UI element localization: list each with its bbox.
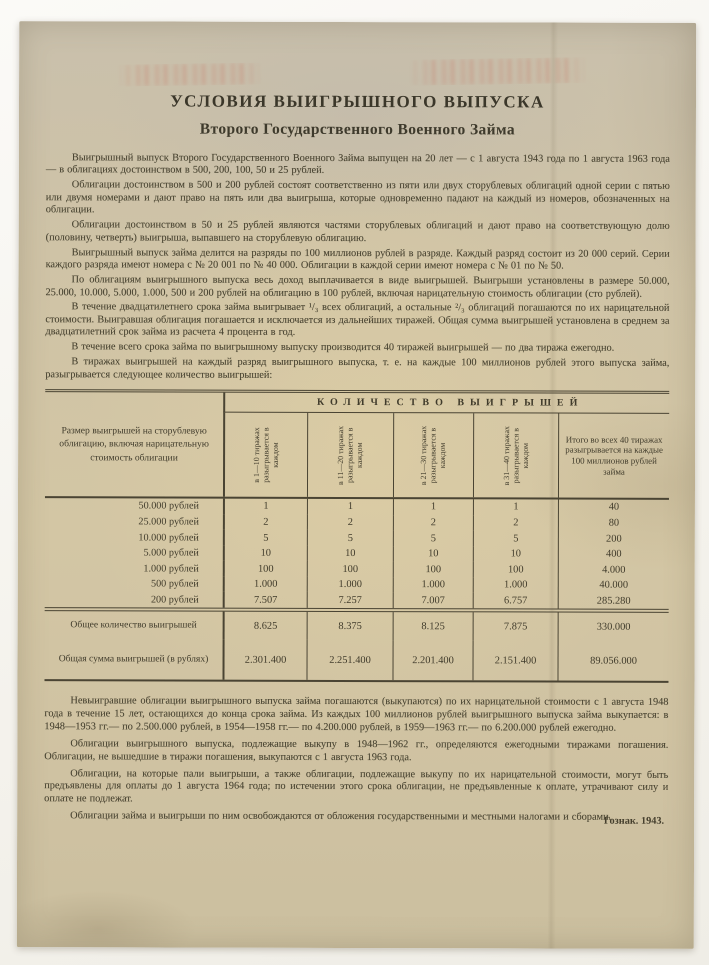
cell: 5 bbox=[393, 530, 473, 546]
cell: 2 bbox=[307, 515, 393, 531]
cell: 10 bbox=[473, 546, 558, 562]
paragraph: Облигации займа и выигрыши по ним освобождаются от обложения государственными и местными налогами и сборами. bbox=[70, 810, 612, 823]
paragraph: В течение всего срока займа по выигрышному выпуску производится 40 тиражей выигрышей — по два тиража ежегодно. bbox=[71, 341, 615, 355]
row-label: 1.000 рублей bbox=[143, 563, 199, 575]
table-group-header: КОЛИЧЕСТВО ВЫИГРЫШЕЙ bbox=[223, 393, 669, 414]
cell: 100 bbox=[473, 562, 558, 578]
cell: 1 bbox=[393, 499, 473, 515]
paragraph: По облигациям выигрышного выпуска весь доход выплачивается в виде выигрышей. Выигрыши установлены в размере 50.000, 25.000, 10.000, 5.000, 1.000, 500 и 200 рублей на облигацию в 100 рублей, включая нарицательную стоимость облигации (сто рублей). bbox=[45, 274, 670, 300]
cell: 10 bbox=[393, 546, 473, 562]
table-row bbox=[45, 592, 669, 609]
cell: 2 bbox=[393, 515, 473, 531]
cell: 7.875 bbox=[473, 612, 558, 640]
closing-paragraphs bbox=[44, 695, 668, 825]
paragraph: Облигации достоинством в 500 и 200 рублей состоят соответственно из пяти или двух сторублевых облигаций одной серии с пятью или двумя номерами и дают право на пять или два выигрыша, которые одновременно падают на каждый из номеров, обозначенных на облигации. bbox=[45, 179, 670, 216]
cell: 8.375 bbox=[307, 612, 393, 640]
row-label: 200 рублей bbox=[150, 594, 199, 606]
cell: 2 bbox=[473, 515, 558, 531]
cell: 5 bbox=[473, 531, 558, 547]
row-label: 50.000 рублей bbox=[138, 500, 199, 513]
intro-paragraphs bbox=[45, 152, 670, 383]
cell: 7.007 bbox=[393, 593, 473, 609]
paragraph: Выигрышный выпуск Второго Государственного Военного Займа выпущен на 20 лет — с 1 августа 1943 года по 1 августа 1963 года — в облигациях достоинством в 500, 200, 100, 50 и 25 рублей. bbox=[45, 152, 670, 177]
table-row bbox=[45, 498, 669, 515]
paragraph: Выигрышный выпуск займа делится на разряды по 100 миллионов рублей в разряде. Каждый разряд состоит из 20 000 серий. Серии каждого разряда имеют номера с № 20 001 по № 40 000. Облигации в каждой серии имеют номера с № 01 по № 50. bbox=[45, 246, 670, 272]
tirage-header-4: в 31—40 тиражах разыгрывается в каждом bbox=[473, 414, 558, 498]
table-row bbox=[45, 514, 669, 531]
cell: 100 bbox=[393, 561, 473, 577]
paragraph: В течение двадцатилетнего срока займа выигрывает ¹/₃ всех облигаций, а остальные ²/₃ облигаций погашаются по их нарицательной стоимости. Выигравшая облигация погашается и исключается из дальнейших тиражей. Общая сумма выигрышей установлена в среднем за двадцатилетний срок займа из расчета 4 процента в год. bbox=[45, 301, 670, 339]
cell: 2 bbox=[223, 514, 307, 530]
cell: 1.000 bbox=[393, 577, 473, 593]
cell: 1 bbox=[473, 500, 558, 516]
paragraph: Невыигравшие облигации выигрышного выпуска займа погашаются (выкупаются) по их нарицательной стоимости с 1 августа 1948 года в течение 15 лет, остающихся до конца срока займа. Из каждых 100 миллионов рублей выигрышного выпуска займа выкупается: в 1948—1953 гг.— по 2.500.000 рублей, в 1954—1958 гг.— по 4.200.000 рублей, в 1959—1963 гг.— по 6.200.000 рублей ежегодно. bbox=[44, 695, 669, 734]
page-subtitle: Второго Государственного Военного Займа bbox=[199, 120, 516, 139]
row-label: 5.000 рублей bbox=[143, 547, 199, 559]
cell: 5 bbox=[307, 530, 393, 546]
table-corner-header: Размер выигрышей на сторублевую облигацию, включая нарицательную стоимость облигации bbox=[59, 425, 209, 464]
cell: 10 bbox=[307, 546, 393, 562]
table-row bbox=[45, 576, 669, 593]
paragraph: Облигации, на которые пали выигрыши, а также облигации, подлежащие выкупу по их нарицательной стоимости, могут быть предъявлены для оплаты до 1 августа 1964 года; по истечении этого срока облигации, не предъявленные к оплате, утрачивают силу и оплате не подлежат. bbox=[44, 767, 669, 805]
table-row bbox=[45, 561, 669, 578]
tirage-header-2: в 11—20 тиражах разыгрывается в каждом bbox=[307, 413, 393, 497]
cell: 6.757 bbox=[473, 593, 558, 609]
tirage-header-1: в 1—10 тиражах разыгрывается в каждом bbox=[223, 413, 307, 497]
paragraph: Облигации достоинством в 50 и 25 рублей являются частями сторублевых облигаций и дают право на соответствующую долю (половину, четверть) выигрыша, выпавшего на сторублевую облигацию. bbox=[45, 219, 670, 244]
cell: 8.125 bbox=[393, 612, 473, 640]
goznak-imprint: Гознак. 1943. bbox=[603, 815, 665, 828]
cell: 400 bbox=[558, 546, 669, 562]
table-summary bbox=[44, 607, 668, 681]
cell: 2.251.400 bbox=[306, 640, 392, 680]
cell: 40.000 bbox=[558, 577, 669, 593]
cell: 1.000 bbox=[223, 577, 307, 593]
winnings-table bbox=[44, 389, 669, 682]
cell: 2.151.400 bbox=[472, 640, 557, 680]
table-row bbox=[45, 545, 669, 562]
cell: 1.000 bbox=[307, 577, 393, 593]
row-label: 25.000 рублей bbox=[138, 516, 199, 528]
cell: 1.000 bbox=[473, 577, 558, 593]
cell: 100 bbox=[307, 561, 393, 577]
page-title: УСЛОВИЯ ВЫИГРЫШНОГО ВЫПУСКА bbox=[170, 91, 545, 112]
table-body bbox=[45, 498, 669, 608]
paragraph: Облигации выигрышного выпуска, подлежащие выкупу в 1948—1962 гг., определяются ежегодными тиражами погашения. Облигации, не вышедшие в тиражи погашения, выкупаются с 1 августа 1963 года. bbox=[44, 738, 669, 763]
red-stamp-bleedthrough bbox=[407, 57, 587, 86]
summary-row bbox=[45, 611, 669, 641]
cell: 8.625 bbox=[223, 612, 307, 640]
cell: 285.280 bbox=[558, 593, 669, 609]
total-header: Итого во всех 40 тиражах разыгрывается на каждые 100 миллионов рублей займа bbox=[558, 414, 669, 498]
row-label: 500 рублей bbox=[150, 578, 199, 590]
cell: 1 bbox=[223, 499, 307, 515]
cell: 100 bbox=[223, 561, 307, 577]
cell: 330.000 bbox=[558, 613, 669, 641]
tirage-header-3: в 21—30 тиражах разыгрывается в каждом bbox=[393, 413, 473, 497]
row-label: 10.000 рублей bbox=[138, 531, 199, 544]
cell: 2.201.400 bbox=[392, 640, 472, 680]
cell: 89.056.000 bbox=[557, 641, 668, 681]
cell: 10 bbox=[223, 545, 307, 561]
cell: 2.301.400 bbox=[222, 640, 306, 680]
summary-row bbox=[44, 639, 668, 681]
cell: 1 bbox=[307, 499, 393, 515]
cell: 4.000 bbox=[558, 562, 669, 578]
cell: 7.507 bbox=[223, 592, 307, 608]
cell: 40 bbox=[558, 500, 669, 516]
red-stamp-bleedthrough bbox=[117, 62, 262, 86]
table-header bbox=[45, 392, 669, 500]
cell: 7.257 bbox=[307, 592, 393, 608]
bond-document-page bbox=[17, 21, 696, 949]
paragraph: В тиражах выигрышей на каждый разряд выигрышного выпуска, т. е. на каждые 100 миллионов рублей этого выпуска займа, разыгрывается следующее количество выигрышей: bbox=[45, 356, 670, 381]
summary-label: Общая сумма выигрышей (в рублях) bbox=[58, 653, 209, 665]
cell: 5 bbox=[223, 530, 307, 546]
table-row bbox=[45, 529, 669, 546]
cell: 80 bbox=[558, 515, 669, 531]
summary-label: Общее количество выигрышей bbox=[70, 619, 197, 631]
cell: 200 bbox=[558, 531, 669, 547]
